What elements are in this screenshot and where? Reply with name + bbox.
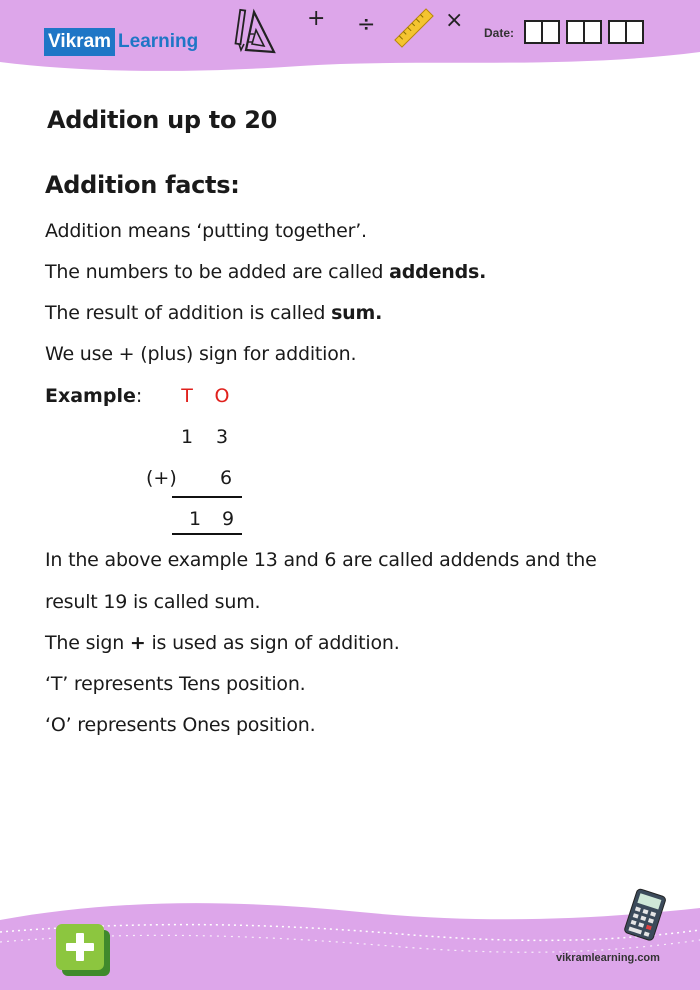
addend1-ones: 3 (215, 426, 229, 448)
set-square-icon (232, 6, 278, 56)
explanation-text: The sign (45, 632, 130, 654)
vikram-learning-logo (44, 28, 198, 56)
date-box-year-2[interactable] (625, 20, 644, 44)
plus-badge-icon (56, 924, 112, 978)
fact-bold: addends. (389, 261, 487, 283)
date-label: Date: (484, 26, 515, 40)
date-input-boxes[interactable] (526, 20, 644, 44)
operator-label: (+) (146, 467, 177, 489)
explanation-text: In the above example 13 and 6 are called addends and the (45, 549, 597, 571)
explanation-line-2 (45, 591, 260, 613)
explanation-text: ‘O’ represents Ones position. (45, 714, 316, 736)
fact-line-2 (45, 261, 486, 283)
explanation-text-after: is used as sign of addition. (145, 632, 400, 654)
section-heading: Addition facts: (45, 171, 240, 199)
result-ones: 9 (221, 508, 235, 530)
fact-bold: sum. (331, 302, 383, 324)
fact-text: Addition means ‘putting together’. (45, 220, 367, 242)
fact-line-4 (45, 343, 356, 365)
footer-url[interactable]: vikramlearning.com (556, 952, 660, 964)
addend2-ones: 6 (219, 467, 233, 489)
sum-rule-bottom (172, 533, 242, 535)
calculator-icon (622, 888, 670, 942)
fact-line-1 (45, 220, 367, 242)
sum-rule-top (172, 496, 242, 498)
multiply-symbol-icon: × (445, 8, 464, 33)
ruler-icon (394, 8, 434, 48)
date-box-month-2[interactable] (583, 20, 602, 44)
tens-header: T (181, 385, 193, 407)
page-title: Addition up to 20 (47, 106, 278, 134)
explanation-line-1 (45, 549, 597, 571)
ones-header: O (214, 385, 230, 407)
explanation-text: result 19 is called sum. (45, 591, 261, 613)
explanation-line-5 (45, 714, 315, 736)
explanation-text: ‘T’ represents Tens position. (45, 673, 306, 695)
fact-text: The result of addition is called (45, 302, 332, 324)
fact-text: The numbers to be added are called (45, 261, 390, 283)
explanation-line-4 (45, 673, 306, 695)
addend1-tens: 1 (180, 426, 194, 448)
explanation-line-3 (45, 632, 400, 654)
example-label (45, 385, 142, 407)
fact-text: We use + (plus) sign for addition. (45, 343, 357, 365)
plus-symbol-icon: + (307, 6, 326, 31)
example-label-text: Example (45, 385, 136, 407)
fact-line-3 (45, 302, 382, 324)
date-box-day-2[interactable] (541, 20, 560, 44)
result-tens: 1 (188, 508, 202, 530)
divide-symbol-icon: ÷ (357, 12, 376, 37)
logo-part-vikram: Vikram (44, 28, 115, 56)
example-label-colon: : (135, 385, 143, 407)
explanation-bold: + (129, 632, 146, 654)
logo-part-learning: Learning (118, 31, 199, 52)
